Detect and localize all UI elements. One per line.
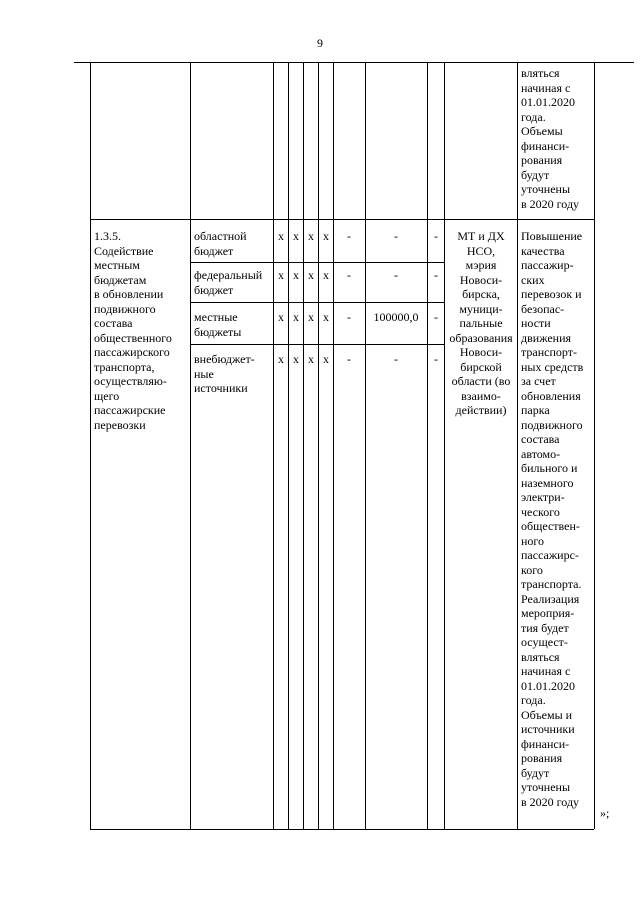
source-mark: х	[278, 310, 284, 324]
source-mark: х	[278, 268, 284, 282]
source-value: -	[347, 268, 351, 282]
source-mark: х	[323, 310, 329, 324]
source-mark: х	[323, 352, 329, 366]
source-label: федеральный бюджет	[194, 268, 263, 297]
table-top-border	[74, 62, 634, 63]
source-divider-3	[190, 344, 444, 345]
source-label: местные бюджеты	[194, 310, 242, 339]
column-border	[333, 62, 334, 829]
source-value: -	[394, 268, 398, 282]
measure-name: 1.3.5. Содействие местным бюджетам в обновлении подвижного состава общественного пассажирского транспорта, осуществляю- щего пассажирские перевозки	[94, 229, 172, 432]
column-border	[318, 62, 319, 829]
source-mark: х	[308, 268, 314, 282]
source-mark: х	[308, 229, 314, 243]
source-mark: х	[278, 229, 284, 243]
row-divider	[90, 219, 594, 220]
column-border	[365, 62, 366, 829]
source-label: областной бюджет	[194, 229, 247, 258]
source-mark: х	[293, 229, 299, 243]
source-value: 100000,0	[373, 310, 419, 324]
column-border	[303, 62, 304, 829]
prev-row-result: вляться начиная с 01.01.2020 года. Объемы финанси- рования будут уточнены в 2020 году	[521, 66, 580, 211]
column-border	[517, 62, 518, 829]
source-mark: х	[293, 352, 299, 366]
source-mark: х	[293, 310, 299, 324]
source-value: -	[434, 352, 438, 366]
executor: МТ и ДХ НСО, мэрия Новоси- бирска, муници- пальные образования Новоси- бирской области (во взаимо- действии)	[449, 229, 513, 417]
source-value: -	[434, 268, 438, 282]
table-bottom-border	[90, 829, 594, 830]
source-value: -	[347, 310, 351, 324]
source-divider-1	[190, 262, 444, 263]
source-value: -	[434, 310, 438, 324]
source-mark: х	[308, 352, 314, 366]
source-value: -	[394, 352, 398, 366]
source-mark: х	[278, 352, 284, 366]
source-value: -	[434, 229, 438, 243]
column-border	[594, 62, 595, 829]
source-value: -	[394, 229, 398, 243]
expected-result: Повышение качества пассажир- ских перевозок и безопас- ности движения транспорт- ных средств за счет обновления парка подвижного состава автомо- бильного и наземного электри- ческого обществен- ного пассажирс- кого транспорта. Реализация мероприя- тия будет осущест- вляться начиная с 01.01.2020 года. Объемы и источники финанси- рования будут уточнены в 2020 году	[521, 229, 584, 809]
source-label: внебюджет- ные источники	[194, 352, 255, 395]
source-value: -	[347, 229, 351, 243]
source-mark: х	[293, 268, 299, 282]
column-border	[90, 62, 91, 829]
source-mark: х	[308, 310, 314, 324]
column-border	[444, 62, 445, 829]
closing-quote: »;	[600, 806, 610, 820]
column-border	[427, 62, 428, 829]
column-border	[288, 62, 289, 829]
column-border	[190, 62, 191, 829]
source-value: -	[347, 352, 351, 366]
column-border	[273, 62, 274, 829]
source-divider-2	[190, 302, 444, 303]
source-mark: х	[323, 268, 329, 282]
source-mark: х	[323, 229, 329, 243]
page-number: 9	[317, 36, 323, 50]
